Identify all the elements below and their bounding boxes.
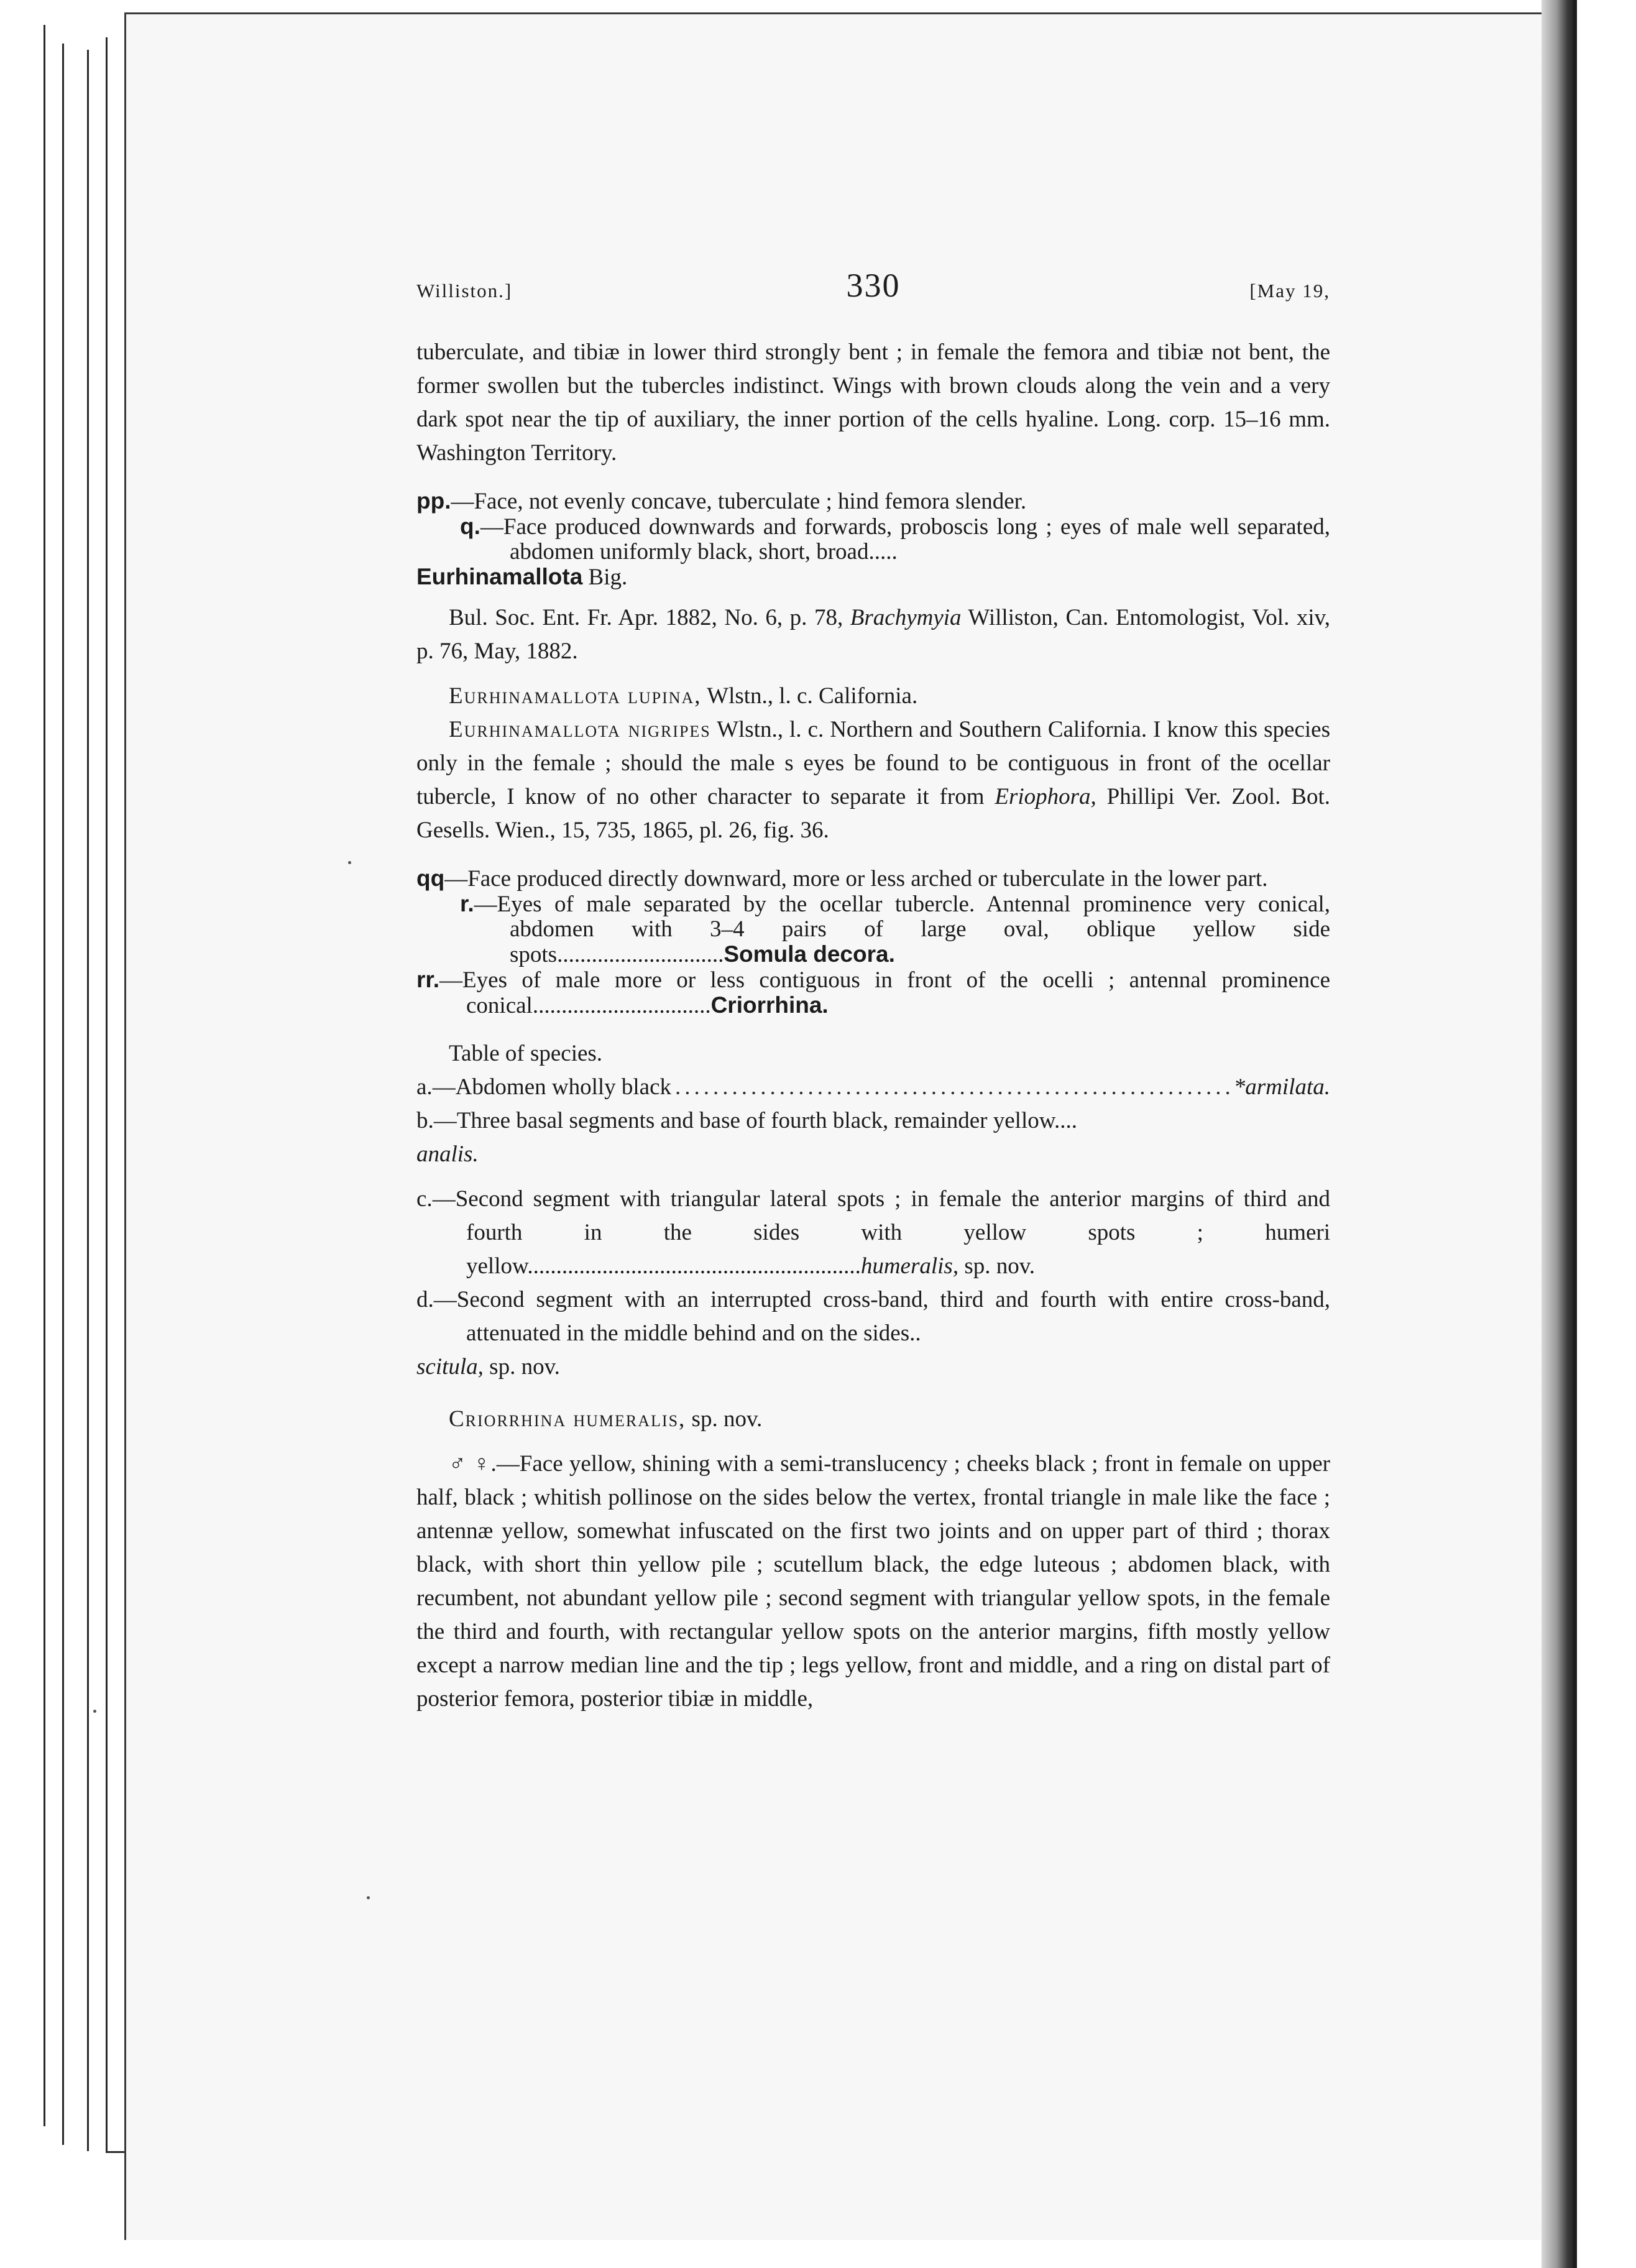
table-row-d-species: scitula, sp. nov. <box>416 1354 560 1380</box>
page-body <box>416 336 1330 1716</box>
facing-page-edge <box>1573 0 1636 2268</box>
key-r: r.—Eyes of male separated by the ocellar tubercle. Antennal prominence very conical, abdomen with 3–4 pairs of large oval, oblique yellow side spots.............................Somula decora. <box>460 891 1330 967</box>
key-pp: pp.—Face, not evenly concave, tuberculate ; hind femora slender. <box>416 488 1027 514</box>
page-edge-line <box>44 25 45 2126</box>
running-header <box>416 266 1330 316</box>
page-edge-line <box>62 44 64 2145</box>
date-header: [May 19, <box>1249 280 1330 302</box>
key-rr: rr.—Eyes of male more or less contiguous in front of the ocelli ; antennal prominence conical...............................Criorrhina. <box>416 967 1330 1018</box>
species-description: ♂ ♀.—Face yellow, shining with a semi-translucency ; cheeks black ; front in female on upper half, black ; whitish pollinose on the sides below the vertex, frontal triangle in male like the face ; antennæ yellow, somewhat infuscated on the first two joints and on upper part of third ; thorax black, with short thin yellow pile ; scutellum black, the edge luteous ; abdomen black, with recumbent, not abundant yellow pile ; second segment with triangular yellow spots, in the female the third and fourth, with rectangular yellow spots on the anterior margins, fifth mostly yellow except a narrow median line and the tip ; legs yellow, front and middle, and a ring on distal part of posterior femora, posterior tibiæ in middle, <box>416 1451 1331 1712</box>
page-edge-line <box>106 37 108 2151</box>
species-nigripes: Eurhinamallota nigripes Wlstn., l. c. Northern and Southern California. I know this species only in the female ; should the male s eyes be found to be contiguous in front of the ocellar tubercle, I know of no other character to separate it from Eriophora, Phillipi Ver. Zool. Bot. Gesells. Wien., 15, 735, 1865, pl. 26, fig. 36. <box>416 717 1331 843</box>
page-number: 330 <box>846 267 901 304</box>
key-q: q.—Face produced downwards and forwards, proboscis long ; eyes of male well separated, abdomen uniformly black, short, broad..... <box>460 514 1330 565</box>
table-row-a: a. —Abdomen wholly black ..... *armilata. <box>416 1071 1330 1104</box>
table-row-c: c.—Second segment with triangular lateral spots ; in female the anterior margins of third and fourth in the sides with yellow spots ; humeri yellow..........................................................humeralis, sp. nov. <box>416 1186 1330 1279</box>
table-row-b-species: analis. <box>416 1141 479 1167</box>
scan-speck <box>93 1710 96 1713</box>
table-row-b: b.—Three basal segments and base of fourth black, remainder yellow.... <box>416 1108 1078 1133</box>
key-qq: qq—Face produced directly downward, more or less arched or tuberculate in the lower part. <box>416 865 1268 892</box>
table-title: Table of species. <box>449 1041 603 1066</box>
species-lupina: Eurhinamallota lupina, Wlstn., l. c. California. <box>449 683 918 709</box>
new-species-heading: Criorrhina humeralis, sp. nov. <box>449 1406 763 1432</box>
scan-speck <box>367 1896 370 1899</box>
continued-paragraph: tuberculate, and tibiæ in lower third strongly bent ; in female the femora and tibiæ not bent, the former swollen but the tubercles indistinct. Wings with brown clouds along the vein and a very dark spot near the tip of auxiliary, the inner portion of the cells hyaline. Long. corp. 15–16 mm. Washington Territory. <box>416 339 1330 466</box>
bibliography: Bul. Soc. Ent. Fr. Apr. 1882, No. 6, p. 78, Brachymyia Williston, Can. Entomologist, Vol. xiv, p. 76, May, 1882. <box>416 605 1330 664</box>
author-header: Williston.] <box>416 280 513 302</box>
key-q-genus: Eurhinamallota Big. <box>416 564 628 590</box>
scan-speck <box>348 861 351 864</box>
table-row-d: d.—Second segment with an interrupted cross-band, third and fourth with entire cross-band, attenuated in the middle behind and on the sides.. <box>416 1287 1330 1346</box>
page-edge-line <box>87 50 89 2151</box>
